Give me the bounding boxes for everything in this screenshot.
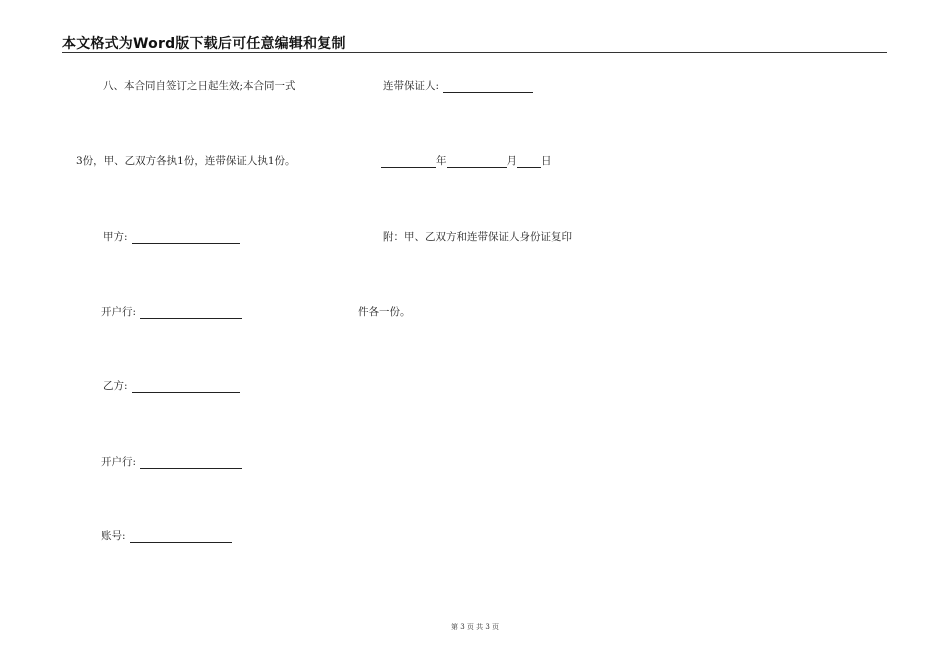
account-label: 账号: [101, 530, 126, 542]
account-field[interactable] [130, 531, 232, 543]
account-row [101, 529, 232, 543]
attachment-line-1 [383, 230, 572, 244]
attachment-text-2: 件各一份。 [358, 306, 411, 318]
party-a-row [103, 230, 240, 244]
bank-field-2[interactable] [140, 457, 242, 469]
day-label: 日 [541, 155, 552, 167]
header-divider [62, 52, 887, 53]
day-field[interactable] [517, 156, 541, 168]
bank-field-1[interactable] [140, 307, 242, 319]
bank-row-1 [101, 305, 242, 319]
year-field[interactable] [381, 156, 436, 168]
year-label: 年 [436, 155, 447, 167]
date-row [381, 154, 552, 168]
document-header-title: 本文格式为Word版下载后可任意编辑和复制 [62, 36, 346, 52]
clause-8-line-2 [76, 154, 296, 168]
guarantor-field[interactable] [443, 81, 533, 93]
attachment-line-2 [358, 305, 411, 319]
party-a-label: 甲方: [103, 231, 128, 243]
month-field[interactable] [447, 156, 507, 168]
month-label: 月 [506, 155, 517, 167]
bank-row-2 [101, 455, 242, 469]
clause-8-line-1 [103, 79, 296, 93]
bank-label-1: 开户行: [101, 306, 137, 318]
clause-8-text-1: 八、本合同自签订之日起生效;本合同一式 [103, 80, 296, 92]
party-b-row [103, 379, 240, 393]
clause-8-text-2: 3份，甲、乙双方各执1份，连带保证人执1份。 [76, 155, 296, 167]
guarantor-row [383, 79, 533, 93]
party-b-field[interactable] [132, 381, 240, 393]
party-a-field[interactable] [132, 232, 240, 244]
bank-label-2: 开户行: [101, 456, 137, 468]
page-number: 第 3 页 共 3 页 [450, 623, 500, 631]
attachment-text-1: 附：甲、乙双方和连带保证人身份证复印 [383, 231, 572, 243]
guarantor-label: 连带保证人: [383, 80, 440, 92]
party-b-label: 乙方: [103, 380, 128, 392]
